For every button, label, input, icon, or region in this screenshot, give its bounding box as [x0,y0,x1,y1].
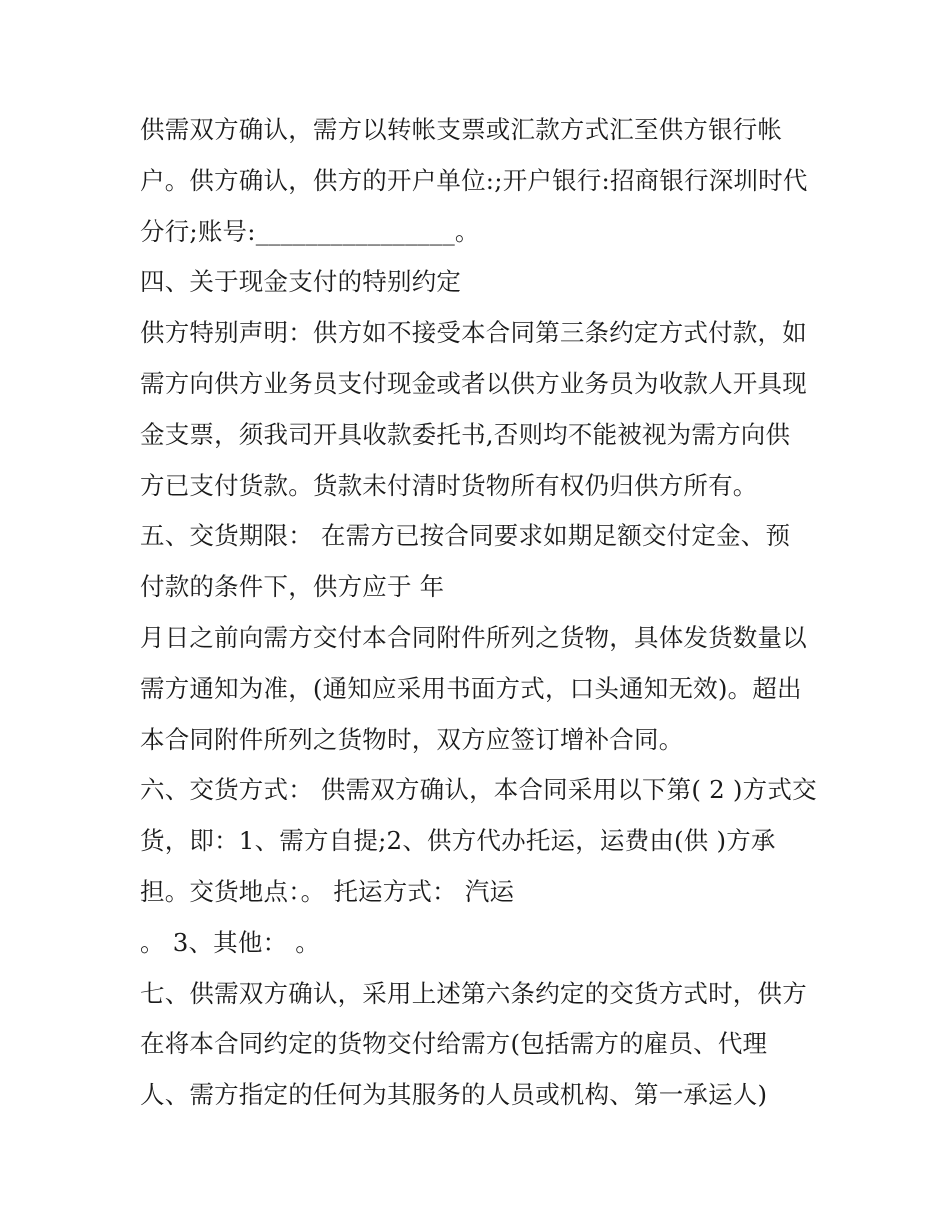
text-line: 方已支付货款。货款未付清时货物所有权仍归供方所有。 [140,470,758,500]
text-line: 分行;账号:________________。 [140,216,480,246]
text-line: 货，即：1、需方自提;2、供方代办托运，运费由(供 )方承 [140,826,776,856]
text-line: 人、需方指定的任何为其服务的人员或机构、第一承运人) [140,1080,768,1110]
section-heading-5: 五、交货期限： 在需方已按合同要求如期足额交付定金、预 [140,521,791,551]
text-line: 户。供方确认，供方的开户单位:;开户银行:招商银行深圳时代 [140,165,808,195]
text-line: 金支票，须我司开具收款委托书,否则均不能被视为需方向供 [140,419,791,449]
text-line: 。 3、其他： 。 [140,927,320,957]
text-line: 本合同附件所列之货物时，双方应签订增补合同。 [140,724,684,754]
text-line: 供方特别声明：供方如不接受本合同第三条约定方式付款，如 [140,318,807,348]
text-line: 需方通知为准，(通知应采用书面方式，口头通知无效)。超出 [140,673,802,703]
text-line: 在将本合同约定的货物交付给需方(包括需方的雇员、代理 [140,1029,768,1059]
text-line: 月日之前向需方交付本合同附件所列之货物，具体发货数量以 [140,622,807,652]
document-body [140,105,820,1121]
section-heading-4: 四、关于现金支付的特别约定 [140,267,462,297]
text-line: 供需双方确认，需方以转帐支票或汇款方式汇至供方银行帐 [140,115,783,144]
section-heading-7: 七、供需双方确认，采用上述第六条约定的交货方式时，供方 [140,978,807,1008]
text-line: 担。交货地点：。 托运方式： 汽运 [140,876,515,906]
text-line: 付款的条件下，供方应于 年 [140,572,445,602]
text-line: 需方向供方业务员支付现金或者以供方业务员为收款人开具现 [140,368,807,398]
section-heading-6: 六、交货方式： 供需双方确认，本合同采用以下第( 2 )方式交 [140,775,817,805]
